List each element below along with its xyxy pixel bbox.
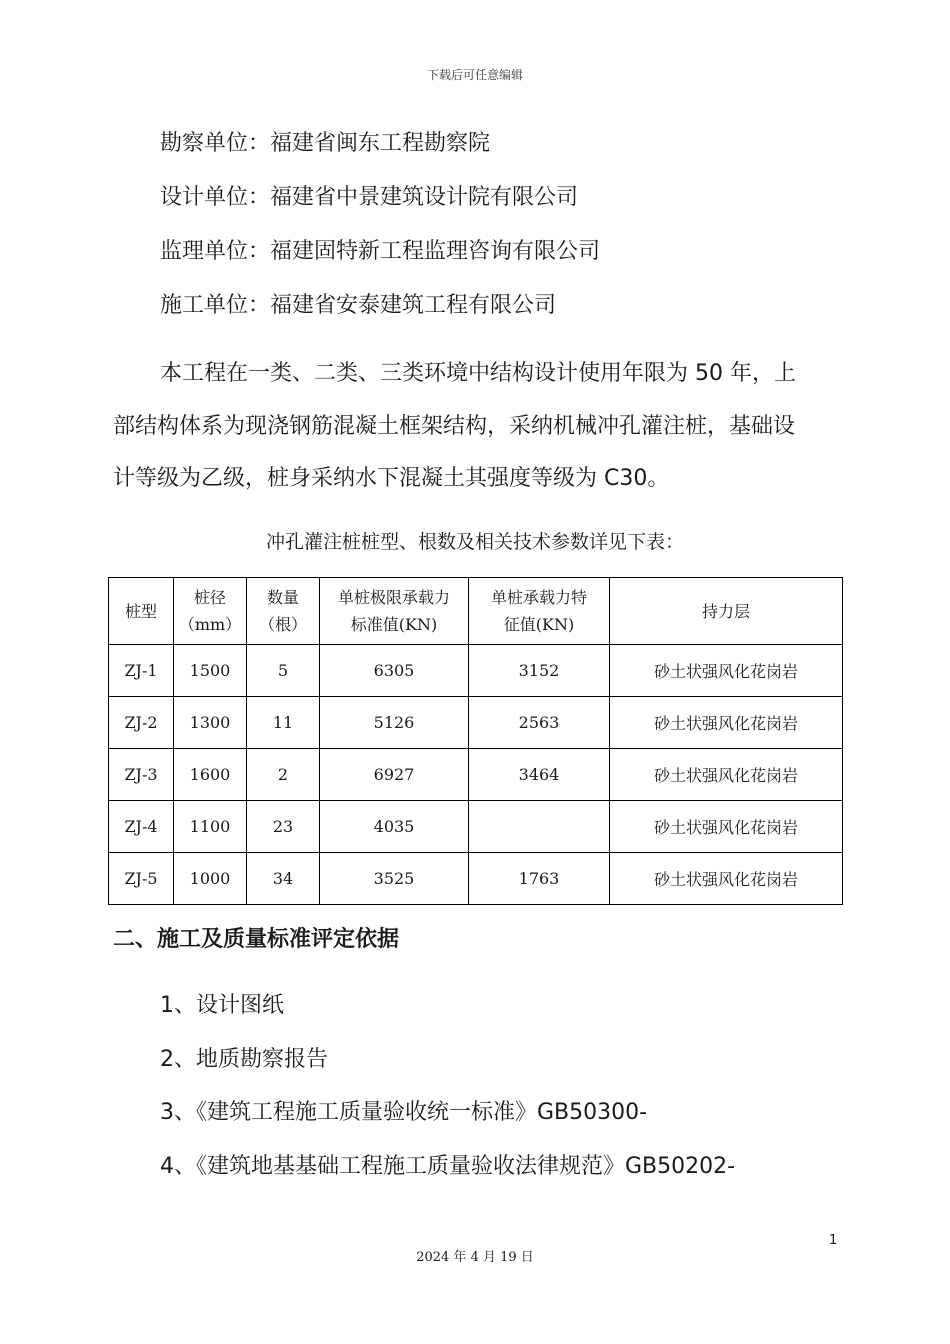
table-caption: 冲孔灌注桩桩型、根数及相关技术参数详见下表： <box>265 531 684 553</box>
footer-date: 2024 年 4 月 19 日 <box>416 1250 534 1265</box>
cell-ultimate-capacity: 6927 <box>320 749 469 801</box>
table-row <box>109 749 843 801</box>
header-text: 桩型 <box>124 601 157 621</box>
cell-pile-type: ZJ-5 <box>109 853 174 905</box>
cell-quantity: 23 <box>247 801 320 853</box>
survey-unit-line <box>160 126 490 157</box>
intro-line-3: 计等级为乙级，桩身采纳水下混凝土其强度等级为 C30。 <box>113 466 670 491</box>
construction-unit-line <box>160 288 556 319</box>
cell-bearing-layer: 砂土状强风化花岗岩 <box>610 801 843 853</box>
header-ultimate-capacity <box>320 578 469 645</box>
table-row <box>109 645 843 697</box>
cell-quantity: 11 <box>247 697 320 749</box>
cell-characteristic-capacity: 2563 <box>469 697 610 749</box>
cell-bearing-layer: 砂土状强风化花岗岩 <box>610 749 843 801</box>
cell-diameter: 1600 <box>174 749 247 801</box>
section-heading: 二、施工及质量标准评定依据 <box>113 927 400 952</box>
header-unit: （根） <box>258 615 307 634</box>
header-text: 单桩承载力特 <box>490 588 587 607</box>
survey-unit-value: 福建省闽东工程勘察院 <box>270 131 491 156</box>
basis-item: 4、《建筑地基基础工程施工质量验收法律规范》GB50202- <box>160 1154 736 1179</box>
intro-line-2: 部结构体系为现浇钢筋混凝土框架结构，采纳机械冲孔灌注桩，基础设 <box>113 414 796 439</box>
cell-characteristic-capacity: 3464 <box>469 749 610 801</box>
cell-bearing-layer: 砂土状强风化花岗岩 <box>610 697 843 749</box>
header-bearing-layer <box>610 578 843 645</box>
cell-pile-type: ZJ-3 <box>109 749 174 801</box>
construction-unit-label: 施工单位： <box>160 293 271 318</box>
basis-item: 1、设计图纸 <box>160 993 284 1018</box>
pile-parameter-table <box>108 577 843 905</box>
cell-ultimate-capacity: 6305 <box>320 645 469 697</box>
cell-ultimate-capacity: 4035 <box>320 801 469 853</box>
header-text: 单桩极限承载力 <box>337 588 450 607</box>
header-text: 桩径 <box>193 588 226 607</box>
supervision-unit-label: 监理单位： <box>160 239 271 264</box>
table-header-row <box>109 578 843 645</box>
table-row <box>109 697 843 749</box>
cell-characteristic-capacity: 1763 <box>469 853 610 905</box>
cell-quantity: 2 <box>247 749 320 801</box>
design-unit-label: 设计单位： <box>160 185 271 210</box>
cell-bearing-layer: 砂土状强风化花岗岩 <box>610 645 843 697</box>
header-diameter <box>174 578 247 645</box>
header-quantity <box>247 578 320 645</box>
survey-unit-label: 勘察单位： <box>160 131 271 156</box>
cell-pile-type: ZJ-2 <box>109 697 174 749</box>
table-row <box>109 801 843 853</box>
header-unit: 征值(KN) <box>503 615 575 634</box>
cell-pile-type: ZJ-1 <box>109 645 174 697</box>
header-note: 下载后可任意编辑 <box>426 68 523 82</box>
header-text: 持力层 <box>701 601 750 621</box>
design-unit-line <box>160 180 578 211</box>
cell-characteristic-capacity <box>469 801 610 853</box>
supervision-unit-line <box>160 234 600 265</box>
basis-item: 3、《建筑工程施工质量验收统一标准》GB50300- <box>160 1100 648 1125</box>
header-unit: （mm） <box>178 615 242 634</box>
basis-item: 2、地质勘察报告 <box>160 1047 328 1072</box>
cell-diameter: 1100 <box>174 801 247 853</box>
header-pile-type <box>109 578 174 645</box>
cell-bearing-layer: 砂土状强风化花岗岩 <box>610 853 843 905</box>
header-unit: 标准值(KN) <box>350 615 438 634</box>
table-row <box>109 853 843 905</box>
header-text: 数量 <box>266 588 299 607</box>
design-unit-value: 福建省中景建筑设计院有限公司 <box>270 185 579 210</box>
cell-ultimate-capacity: 5126 <box>320 697 469 749</box>
cell-quantity: 34 <box>247 853 320 905</box>
cell-diameter: 1300 <box>174 697 247 749</box>
intro-line-1: 本工程在一类、二类、三类环境中结构设计使用年限为 50 年，上 <box>160 361 796 386</box>
cell-diameter: 1500 <box>174 645 247 697</box>
cell-ultimate-capacity: 3525 <box>320 853 469 905</box>
cell-pile-type: ZJ-4 <box>109 801 174 853</box>
cell-quantity: 5 <box>247 645 320 697</box>
header-characteristic-capacity <box>469 578 610 645</box>
cell-characteristic-capacity: 3152 <box>469 645 610 697</box>
supervision-unit-value: 福建固特新工程监理咨询有限公司 <box>270 239 601 264</box>
page-number: 1 <box>829 1233 838 1248</box>
construction-unit-value: 福建省安泰建筑工程有限公司 <box>270 293 557 318</box>
cell-diameter: 1000 <box>174 853 247 905</box>
